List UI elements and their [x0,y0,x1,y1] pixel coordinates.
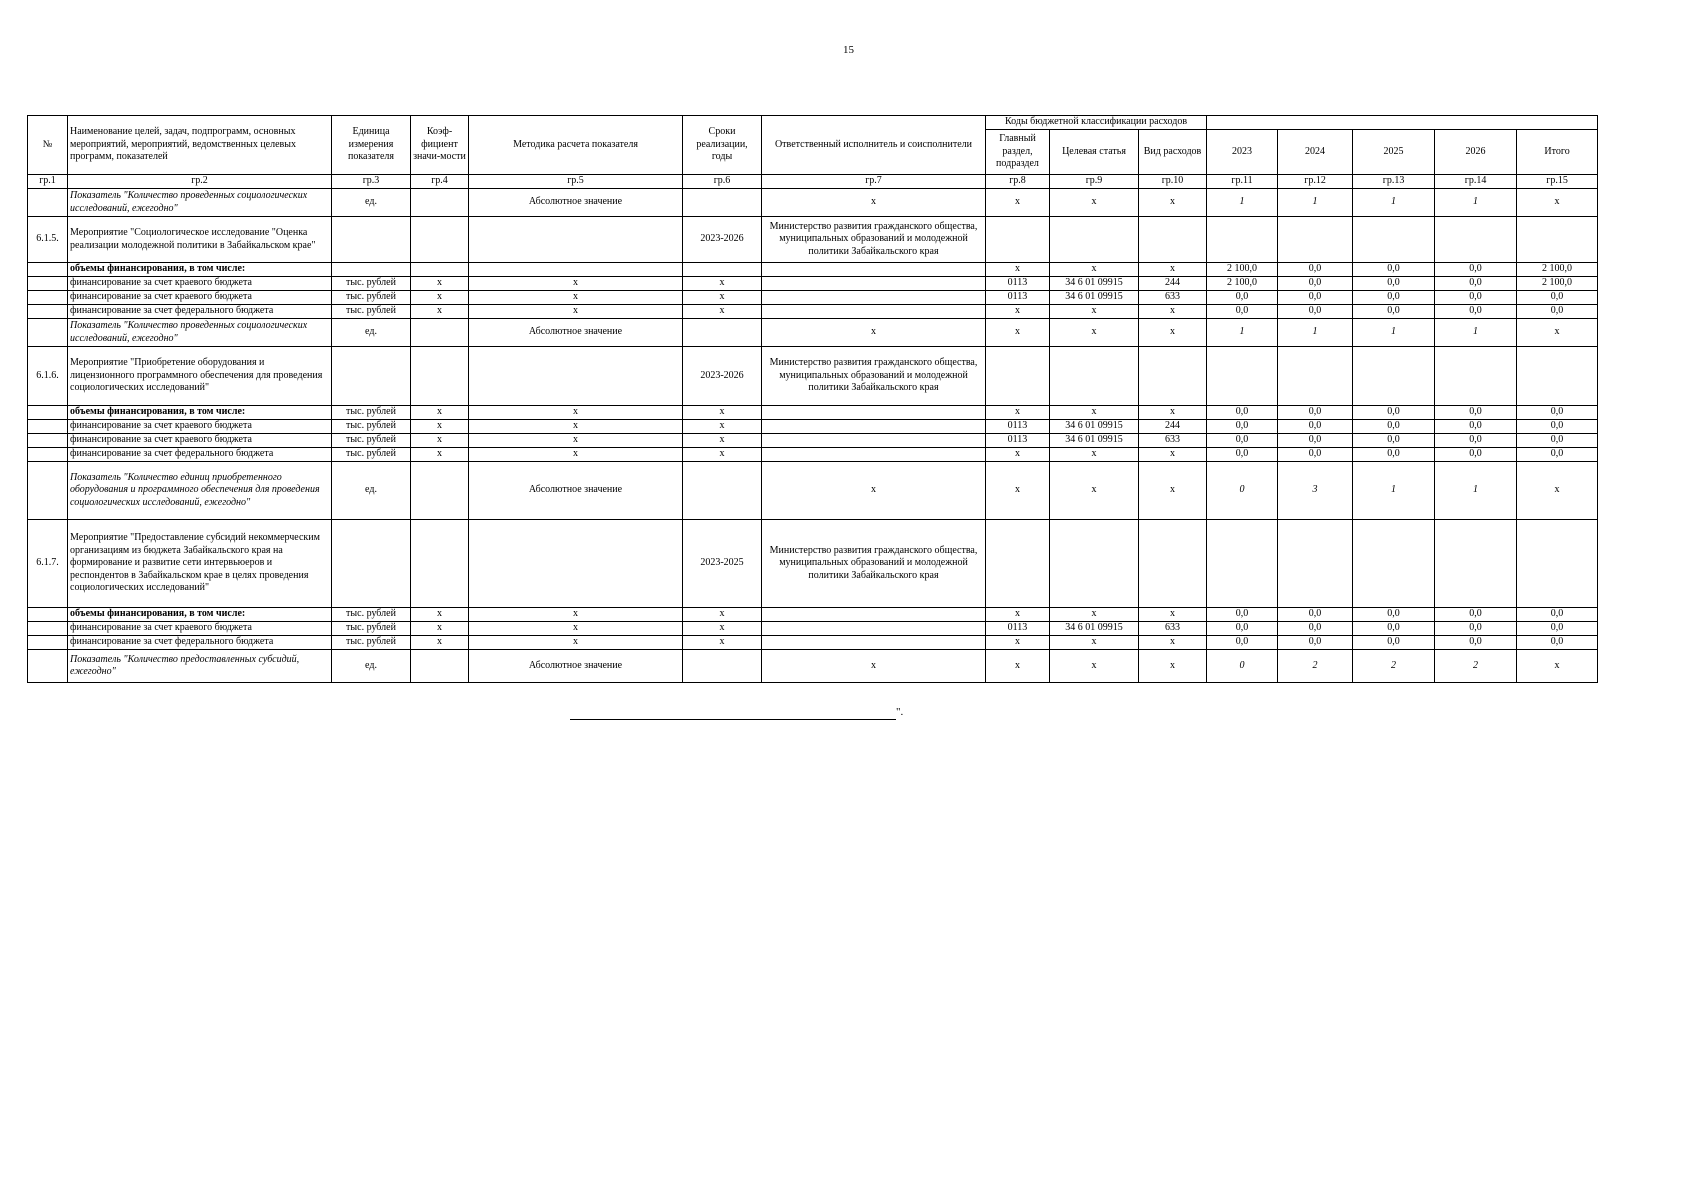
footer-signature-line [570,719,896,720]
activity-row [28,520,1598,608]
group-number: гр.13 [1353,175,1435,189]
value-2025: 0,0 [1353,434,1435,448]
header-unit: Единица измерения показателя [332,116,411,175]
value-2024: 3 [1278,462,1353,520]
value-2023: 0,0 [1207,420,1278,434]
section-cell: х [986,608,1050,622]
article-cell: 34 6 01 09915 [1050,277,1139,291]
coefficient-cell: х [411,420,469,434]
header-year-2025: 2025 [1353,130,1435,175]
group-number: гр.3 [332,175,411,189]
financing-total-row [28,406,1598,420]
article-cell: х [1050,406,1139,420]
header-years-group [1207,116,1598,130]
method-cell: х [469,608,683,622]
section-cell: 0113 [986,277,1050,291]
article-cell: 34 6 01 09915 [1050,622,1139,636]
indicator-row [28,462,1598,520]
period-cell: х [683,448,762,462]
period-cell: х [683,406,762,420]
financing-total-label: объемы финансирования, в том числе: [68,263,332,277]
method-cell: х [469,305,683,319]
section-cell: х [986,448,1050,462]
footer-closing-quote: ". [896,706,904,718]
value-2023: 0,0 [1207,305,1278,319]
group-number: гр.2 [68,175,332,189]
unit-cell: тыс. рублей [332,277,411,291]
expense-type-cell: 244 [1139,420,1207,434]
value-2025: 0,0 [1353,608,1435,622]
period-cell: х [683,434,762,448]
header-name: Наименование целей, задач, подпрограмм, основных мероприятий, мероприятий, ведомственных целевых программ, показателей [68,116,332,175]
executor-cell: х [762,462,986,520]
value-2025: 0,0 [1353,420,1435,434]
total-cell: 0,0 [1517,434,1598,448]
indicator-row [28,319,1598,347]
coefficient-cell: х [411,291,469,305]
section-cell: 0113 [986,622,1050,636]
total-cell: 0,0 [1517,636,1598,650]
page-number: 15 [843,44,854,56]
method-cell: х [469,291,683,305]
article-cell: 34 6 01 09915 [1050,434,1139,448]
activity-name: Мероприятие "Предоставление субсидий некоммерческим организациям из бюджета Забайкальского края на формирование и развитие сети интервьюеров и респондентов в Забайкальском крае в целях проведения социологических исследований" [68,520,332,608]
period-cell: 2023-2025 [683,520,762,608]
value-2023: 0,0 [1207,291,1278,305]
unit-cell: тыс. рублей [332,608,411,622]
total-cell: 0,0 [1517,406,1598,420]
group-number: гр.9 [1050,175,1139,189]
header-year-2023: 2023 [1207,130,1278,175]
total-cell: 0,0 [1517,622,1598,636]
executor-cell: Министерство развития гражданского общества, муниципальных образований и молодежной политики Забайкальского края [762,520,986,608]
period-cell: 2023-2026 [683,347,762,406]
value-2026: 0,0 [1435,291,1517,305]
header-total: Итого [1517,130,1598,175]
article-cell: х [1050,462,1139,520]
coefficient-cell: х [411,448,469,462]
period-cell: х [683,277,762,291]
group-number: гр.5 [469,175,683,189]
value-2024: 0,0 [1278,263,1353,277]
group-number: гр.11 [1207,175,1278,189]
method-cell: Абсолютное значение [469,189,683,217]
unit-cell: тыс. рублей [332,434,411,448]
method-cell: х [469,406,683,420]
value-2024: 1 [1278,319,1353,347]
value-2026: 1 [1435,462,1517,520]
total-cell: 0,0 [1517,291,1598,305]
header-number: № [28,116,68,175]
total-cell: х [1517,462,1598,520]
indicator-name: Показатель "Количество единиц приобретенного оборудования и программного обеспечения для проведения социологических исследований, ежегодно" [68,462,332,520]
method-cell: х [469,434,683,448]
header-coefficient: Коэф-фициент значи-мости [411,116,469,175]
value-2024: 1 [1278,189,1353,217]
expense-type-cell: х [1139,406,1207,420]
value-2025: 0,0 [1353,636,1435,650]
total-cell: 2 100,0 [1517,277,1598,291]
method-cell: х [469,277,683,291]
financing-label: финансирование за счет краевого бюджета [68,277,332,291]
value-2023: 1 [1207,319,1278,347]
financing-label: финансирование за счет краевого бюджета [68,434,332,448]
value-2025: 1 [1353,189,1435,217]
expense-type-cell: х [1139,448,1207,462]
value-2024: 0,0 [1278,448,1353,462]
value-2025: 0,0 [1353,277,1435,291]
activity-number: 6.1.5. [28,217,68,263]
period-cell: х [683,608,762,622]
value-2025: 0,0 [1353,305,1435,319]
value-2026: 0,0 [1435,622,1517,636]
value-2023: 0,0 [1207,622,1278,636]
value-2026: 0,0 [1435,406,1517,420]
article-cell: х [1050,189,1139,217]
section-cell: х [986,263,1050,277]
article-cell: х [1050,319,1139,347]
value-2025: 1 [1353,319,1435,347]
value-2024: 0,0 [1278,636,1353,650]
unit-cell: тыс. рублей [332,305,411,319]
total-cell: 0,0 [1517,305,1598,319]
value-2023: 0,0 [1207,608,1278,622]
value-2023: 0,0 [1207,434,1278,448]
value-2024: 2 [1278,650,1353,683]
activity-name: Мероприятие "Социологическое исследование "Оценка реализации молодежной политики в Забайкальском крае" [68,217,332,263]
header-method: Методика расчета показателя [469,116,683,175]
section-cell: х [986,319,1050,347]
expense-type-cell: 633 [1139,622,1207,636]
unit-cell: ед. [332,650,411,683]
indicator-row [28,189,1598,217]
total-cell: 0,0 [1517,420,1598,434]
value-2024: 0,0 [1278,420,1353,434]
expense-type-cell: х [1139,189,1207,217]
value-2024: 0,0 [1278,434,1353,448]
executor-cell: Министерство развития гражданского общества, муниципальных образований и молодежной политики Забайкальского края [762,217,986,263]
value-2025: 1 [1353,462,1435,520]
header-executor: Ответственный исполнитель и соисполнители [762,116,986,175]
section-cell: х [986,462,1050,520]
expense-type-cell: 244 [1139,277,1207,291]
financing-row [28,622,1598,636]
article-cell: х [1050,636,1139,650]
value-2024: 0,0 [1278,608,1353,622]
indicator-name: Показатель "Количество предоставленных субсидий, ежегодно" [68,650,332,683]
value-2026: 0,0 [1435,420,1517,434]
article-cell: 34 6 01 09915 [1050,420,1139,434]
value-2026: 2 [1435,650,1517,683]
expense-type-cell: х [1139,305,1207,319]
total-cell: 0,0 [1517,448,1598,462]
method-cell: Абсолютное значение [469,650,683,683]
section-cell: х [986,406,1050,420]
coefficient-cell: х [411,305,469,319]
value-2024: 0,0 [1278,305,1353,319]
value-2026: 0,0 [1435,448,1517,462]
value-2025: 0,0 [1353,448,1435,462]
value-2024: 0,0 [1278,277,1353,291]
section-cell: х [986,636,1050,650]
section-cell: х [986,650,1050,683]
period-cell: х [683,420,762,434]
value-2023: 2 100,0 [1207,277,1278,291]
group-numbers-row [28,175,1598,189]
value-2025: 2 [1353,650,1435,683]
unit-cell: тыс. рублей [332,291,411,305]
value-2023: 0,0 [1207,448,1278,462]
method-cell: х [469,622,683,636]
coefficient-cell: х [411,277,469,291]
article-cell: х [1050,608,1139,622]
value-2025: 0,0 [1353,263,1435,277]
group-number: гр.10 [1139,175,1207,189]
unit-cell: тыс. рублей [332,406,411,420]
value-2025: 0,0 [1353,406,1435,420]
value-2026: 0,0 [1435,434,1517,448]
article-cell: х [1050,448,1139,462]
header-year-2024: 2024 [1278,130,1353,175]
value-2023: 0 [1207,462,1278,520]
value-2024: 0,0 [1278,622,1353,636]
coefficient-cell: х [411,622,469,636]
value-2026: 1 [1435,189,1517,217]
value-2023: 0,0 [1207,636,1278,650]
activity-number: 6.1.6. [28,347,68,406]
table-header [28,116,1598,189]
coefficient-cell: х [411,608,469,622]
expense-type-cell: х [1139,650,1207,683]
total-cell: х [1517,189,1598,217]
value-2026: 0,0 [1435,608,1517,622]
coefficient-cell: х [411,406,469,420]
executor-cell: х [762,189,986,217]
expense-type-cell: х [1139,608,1207,622]
unit-cell: ед. [332,462,411,520]
total-cell: 2 100,0 [1517,263,1598,277]
group-number: гр.4 [411,175,469,189]
section-cell: 0113 [986,434,1050,448]
unit-cell: тыс. рублей [332,622,411,636]
section-cell: 0113 [986,291,1050,305]
financing-label: финансирование за счет краевого бюджета [68,291,332,305]
article-cell: х [1050,305,1139,319]
value-2026: 0,0 [1435,263,1517,277]
expense-type-cell: 633 [1139,434,1207,448]
value-2026: 0,0 [1435,305,1517,319]
financing-label: финансирование за счет федерального бюджета [68,305,332,319]
financing-total-row [28,263,1598,277]
total-cell: 0,0 [1517,608,1598,622]
group-number: гр.14 [1435,175,1517,189]
activity-row [28,347,1598,406]
indicator-row [28,650,1598,683]
period-cell: х [683,636,762,650]
group-number: гр.7 [762,175,986,189]
section-cell: х [986,305,1050,319]
executor-cell: х [762,319,986,347]
financing-row [28,420,1598,434]
group-number: гр.12 [1278,175,1353,189]
value-2024: 0,0 [1278,291,1353,305]
value-2025: 0,0 [1353,291,1435,305]
financing-row [28,277,1598,291]
coefficient-cell: х [411,434,469,448]
group-number: гр.1 [28,175,68,189]
total-cell: х [1517,650,1598,683]
financing-row [28,636,1598,650]
indicator-name: Показатель "Количество проведенных социологических исследований, ежегодно" [68,319,332,347]
expense-type-cell: х [1139,263,1207,277]
article-cell: х [1050,650,1139,683]
financing-row [28,448,1598,462]
period-cell: х [683,291,762,305]
unit-cell: тыс. рублей [332,420,411,434]
budget-table [27,115,1598,683]
activity-row [28,217,1598,263]
article-cell: 34 6 01 09915 [1050,291,1139,305]
period-cell: х [683,622,762,636]
financing-row [28,434,1598,448]
value-2023: 2 100,0 [1207,263,1278,277]
activity-name: Мероприятие "Приобретение оборудования и лицензионного программного обеспечения для проведения социологических исследований" [68,347,332,406]
unit-cell: тыс. рублей [332,448,411,462]
indicator-name: Показатель "Количество проведенных социологических исследований, ежегодно" [68,189,332,217]
value-2026: 0,0 [1435,277,1517,291]
header-period: Сроки реализации, годы [683,116,762,175]
unit-cell: ед. [332,319,411,347]
expense-type-cell: х [1139,319,1207,347]
financing-label: финансирование за счет краевого бюджета [68,420,332,434]
value-2026: 0,0 [1435,636,1517,650]
method-cell: Абсолютное значение [469,319,683,347]
financing-total-label: объемы финансирования, в том числе: [68,406,332,420]
group-number: гр.8 [986,175,1050,189]
section-cell: х [986,189,1050,217]
expense-type-cell: 633 [1139,291,1207,305]
financing-row [28,305,1598,319]
method-cell: Абсолютное значение [469,462,683,520]
coefficient-cell: х [411,636,469,650]
section-cell: 0113 [986,420,1050,434]
value-2023: 1 [1207,189,1278,217]
period-cell: 2023-2026 [683,217,762,263]
financing-label: финансирование за счет федерального бюджета [68,448,332,462]
executor-cell: Министерство развития гражданского общества, муниципальных образований и молодежной политики Забайкальского края [762,347,986,406]
header-codes-group: Коды бюджетной классификации расходов [986,116,1207,130]
group-number: гр.15 [1517,175,1598,189]
financing-label: финансирование за счет краевого бюджета [68,622,332,636]
method-cell: х [469,448,683,462]
value-2024: 0,0 [1278,406,1353,420]
header-section: Главный раздел, подраздел [986,130,1050,175]
value-2025: 0,0 [1353,622,1435,636]
period-cell: х [683,305,762,319]
value-2023: 0 [1207,650,1278,683]
header-year-2026: 2026 [1435,130,1517,175]
header-expense-type: Вид расходов [1139,130,1207,175]
financing-total-row [28,608,1598,622]
value-2026: 1 [1435,319,1517,347]
total-cell: х [1517,319,1598,347]
method-cell: х [469,636,683,650]
unit-cell: ед. [332,189,411,217]
executor-cell: х [762,650,986,683]
financing-label: финансирование за счет федерального бюджета [68,636,332,650]
article-cell: х [1050,263,1139,277]
financing-total-label: объемы финансирования, в том числе: [68,608,332,622]
header-target-article: Целевая статья [1050,130,1139,175]
financing-row [28,291,1598,305]
method-cell: х [469,420,683,434]
unit-cell: тыс. рублей [332,636,411,650]
activity-number: 6.1.7. [28,520,68,608]
value-2023: 0,0 [1207,406,1278,420]
group-number: гр.6 [683,175,762,189]
expense-type-cell: х [1139,462,1207,520]
expense-type-cell: х [1139,636,1207,650]
